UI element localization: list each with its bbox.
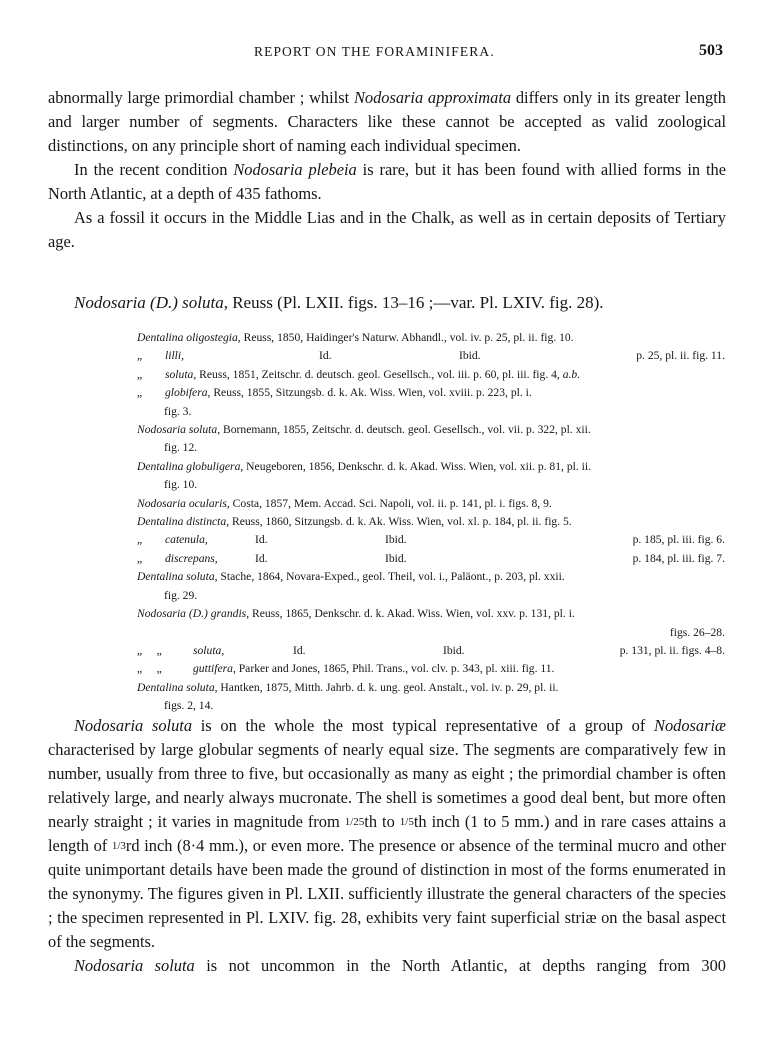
- synonymy-entry: Nodosaria (D.) grandis, Reuss, 1865, Denkschr. d. k. Akad. Wiss. Wien, vol. xxv. p. 131, pl. i. figs. 26–28.: [137, 607, 725, 639]
- synonymy-entry: Dentalina oligostegia, Reuss, 1850, Haidinger's Naturw. Abhandl., vol. iv. p. 25, pl. ii. fig. 10.: [137, 331, 574, 344]
- paragraph: Nodosaria soluta is on the whole the most typical representative of a group of Nodosariæ characterised by large globular segments of nearly equal size. The segments are comparatively few in number, usually from three to five, but occasionally as many as eight ; the primordial chamber is often relatively large, and nearly always mucronate. The shell is sometimes a good deal bent, but more often nearly straight ; it varies in magnitude from 1/25th to 1/5th inch (1 to 5 mm.) and in rare cases attains a length of 1/3rd inch (8·4 mm.), or even more. The presence or absence of the terminal mucro and other quite unimportant details have been made the ground of distinction in most of the forms enumerated in the synonymy. The figures given in Pl. LXII. sufficiently illustrate the general characters of the species ; the specimen represented in Pl. LXIV. fig. 28, exhibits very faint superficial striæ on the basal aspect of the segments.: [48, 716, 726, 951]
- synonymy-entry: „ globifera, Reuss, 1855, Sitzungsb. d. k. Ak. Wiss. Wien, vol. xviii. p. 223, pl. i. fig. 3.: [137, 386, 532, 418]
- paragraph: In the recent condition Nodosaria plebeia is rare, but it has been found with allied forms in the North Atlantic, at a depth of 435 fathoms.: [48, 160, 727, 203]
- running-header: [0, 44, 776, 66]
- fraction: 1/25: [344, 816, 365, 828]
- synonymy-entry: Dentalina soluta, Hantken, 1875, Mitth. Jahrb. d. k. ung. geol. Anstalt., vol. iv. p. 29, pl. ii. figs. 2, 14.: [137, 680, 559, 713]
- synonymy-entry: Dentalina soluta, Stache, 1864, Novara-Exped., geol. Theil, vol. i., Paläont., p. 203, pl. xxii. fig. 29.: [137, 570, 565, 602]
- running-title: REPORT ON THE FORAMINIFERA.: [254, 44, 495, 59]
- synonymy-entry: Nodosaria soluta, Bornemann, 1855, Zeitschr. d. deutsch. geol. Gesellsch., vol. vii. p. 322, pl. xii. fig. 12.: [137, 423, 591, 455]
- species-heading: Nodosaria (D.) soluta, Reuss (Pl. LXII. figs. 13–16 ;—var. Pl. LXIV. fig. 28).: [74, 293, 604, 312]
- page-number: 503: [699, 42, 723, 59]
- discussion-text: [48, 714, 726, 978]
- fraction: 1/5: [399, 816, 414, 828]
- synonymy-entry: „ „ guttifera, Parker and Jones, 1865, Phil. Trans., vol. clv. p. 343, pl. xiii. fig. 11.: [137, 662, 555, 676]
- paragraph: abnormally large primordial chamber ; whilst Nodosaria approximata differs only in its greater length and larger number of segments. Characters like these cannot be accepted as valid zoological distinctions, on any principle short of naming each individual specimen.: [48, 88, 726, 155]
- fraction: 1/3: [111, 840, 126, 852]
- synonymy-entry: „ catenula, Id. Ibid. p. 185, pl. iii. fig. 6.: [137, 533, 725, 547]
- paragraph: As a fossil it occurs in the Middle Lias and in the Chalk, as well as in certain deposits of Tertiary age.: [48, 208, 726, 251]
- synonymy-entry: „ „ soluta, Id. Ibid. p. 131, pl. ii. figs. 4–8.: [137, 643, 725, 657]
- synonymy-entry: „ soluta, Reuss, 1851, Zeitschr. d. deutsch. geol. Gesellsch., vol. iii. p. 60, pl. iii. fig. 4, a.b.: [137, 367, 581, 381]
- synonymy-entry: Dentalina globuligera, Neugeboren, 1856, Denkschr. d. k. Akad. Wiss. Wien, vol. xii. p. 81, pl. ii. fig. 10.: [137, 459, 591, 492]
- synonymy-entry: „ discrepans, Id. Ibid. p. 184, pl. iii. fig. 7.: [137, 551, 725, 565]
- paragraph: Nodosaria soluta is not uncommon in the North Atlantic, at depths ranging from 300: [74, 956, 726, 975]
- synonymy-entry: Dentalina distincta, Reuss, 1860, Sitzungsb. d. k. Ak. Wiss. Wien, vol. xl. p. 184, pl. ii. fig. 5.: [137, 515, 572, 529]
- synonymy-entry: Nodosaria ocularis, Costa, 1857, Mem. Accad. Sci. Napoli, vol. ii. p. 141, pl. i. figs. 8, 9.: [137, 496, 552, 510]
- intro-text: [48, 86, 726, 254]
- synonymy-list: [137, 329, 725, 716]
- synonymy-entry: „ lilli, Id. Ibid. p. 25, pl. ii. fig. 11.: [137, 349, 725, 363]
